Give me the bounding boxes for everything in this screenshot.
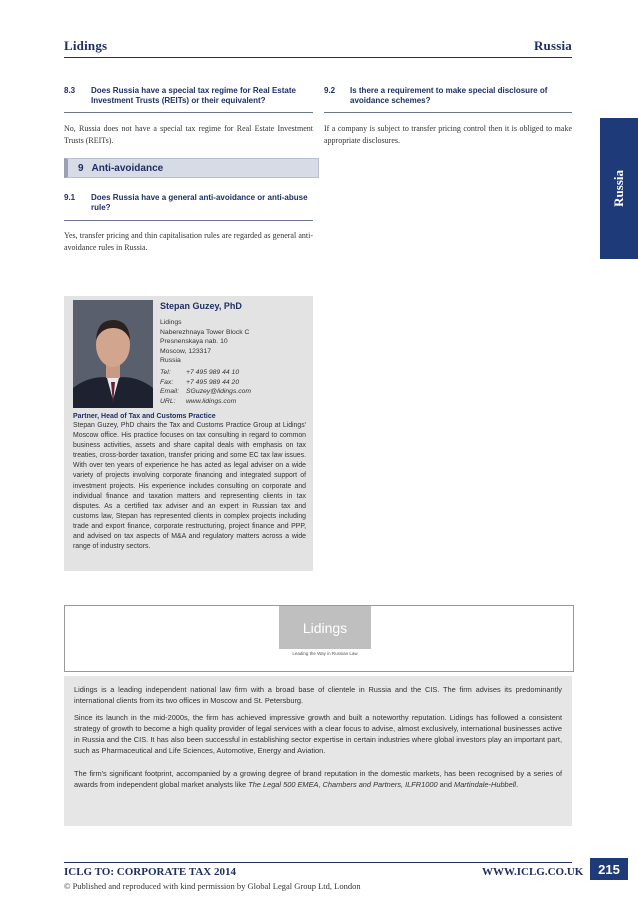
tel-label: Tel: bbox=[160, 369, 171, 376]
answer-8-3: No, Russia does not have a special tax regime for Real Estate Investment Trusts (REITs). bbox=[64, 124, 313, 145]
answer-9-2: If a company is subject to transfer pricing control then it is obliged to make appropriate disclosures. bbox=[324, 124, 572, 145]
question-divider bbox=[64, 112, 313, 113]
side-tab-label: Russia bbox=[611, 170, 626, 207]
firm-logo-text: Lidings bbox=[302, 619, 348, 636]
portrait-icon bbox=[73, 300, 153, 408]
email-link[interactable]: SGuzey@lidings.com bbox=[186, 388, 252, 395]
author-bio: Stepan Guzey, PhD chairs the Tax and Customs Practice Group at Lidings' Moscow office. His practice focuses on tax consulting in regard to common business activities, assets and share capital deals with emphasis on tax treaties, cross-border taxation, transfer pricing and some EC tax law issues. With over ten years of experience he has acted as legal adviser on a wide variety of projects involving corporate financing and integrated support of investment projects. His experience includes consulting on corporate and individual finance and taxation matters and representing clients in tax disputes. As a certified tax adviser and an expert in Russian tax and customs law, Stepan has represented clients in complex projects including trade and export finance, corporate restructuring, project finance and PPP, and advised on tax aspects of M&A and regulatory matters across a wide range of industry sectors. bbox=[73, 422, 306, 551]
question-9-2-text: Is there a requirement to make special disclosure of avoidance schemes? bbox=[350, 86, 548, 105]
question-divider bbox=[324, 112, 572, 113]
firm-p3-end: . bbox=[516, 780, 519, 789]
footer-website-link[interactable]: WWW.ICLG.CO.UK bbox=[482, 866, 584, 878]
footer-divider bbox=[64, 862, 572, 863]
address-line-2: Presnenskaya nab. 10 bbox=[160, 338, 228, 345]
fax-label: Fax: bbox=[160, 378, 174, 386]
header-divider bbox=[64, 57, 572, 58]
tel-value: +7 495 989 44 10 bbox=[186, 369, 240, 376]
firm-logo bbox=[279, 606, 371, 649]
author-firm: Lidings bbox=[160, 319, 182, 326]
section-heading-anti-avoidance bbox=[64, 158, 319, 178]
address-line-3: Moscow, 123317 bbox=[160, 347, 212, 355]
firm-paragraph-2: Since its launch in the mid-2000s, the firm has achieved impressive growth and built a noteworthy reputation. Lidings has followed a consistent strategy of growth to become a high quality provider of legal services with a clear focus to advise, almost exclusively, international businesses active in Russia and the CIS. It has also been successful in establishing sector expertise in certain industries where global investors play an important part, such as Pharmaceutical and Life Sciences, Automotive, Energy and Aviation. bbox=[74, 713, 562, 755]
author-name: Stepan Guzey, PhD bbox=[160, 301, 242, 311]
url-label: URL: bbox=[160, 397, 176, 405]
header-country: Russia bbox=[533, 38, 572, 53]
side-country-tab bbox=[600, 118, 638, 259]
fax-value: +7 495 989 44 20 bbox=[186, 378, 240, 386]
footer-copyright: © Published and reproduced with kind permission by Global Legal Group Ltd, London bbox=[64, 881, 361, 891]
firm-paragraph-1: Lidings is a leading independent national law firm with a broad base of clientele in Russia and the CIS. The firm advises its predominantly international clients from its two offices in Moscow and St. Petersburg. bbox=[74, 685, 562, 705]
question-9-1-text: Does Russia have a general anti-avoidance or anti-abuse rule? bbox=[91, 193, 308, 212]
page-number-value: 215 bbox=[598, 861, 620, 877]
author-contacts bbox=[160, 368, 310, 406]
website-link[interactable]: www.lidings.com bbox=[186, 397, 237, 405]
question-8-3-number: 8.3 bbox=[64, 86, 76, 95]
page-number bbox=[590, 858, 628, 880]
section-title: 9 Anti-avoidance bbox=[78, 162, 164, 174]
answer-9-1: Yes, transfer pricing and thin capitalisation rules are regarded as general anti-avoidance rules in Russia. bbox=[64, 231, 313, 252]
author-address bbox=[160, 318, 310, 366]
firm-p3-and: and bbox=[437, 780, 455, 789]
author-title: Partner, Head of Tax and Customs Practice bbox=[73, 413, 216, 420]
question-9-2-number: 9.2 bbox=[324, 86, 336, 95]
footer-publication: ICLG TO: CORPORATE TAX 2014 bbox=[64, 866, 236, 878]
question-8-3-text: Does Russia have a special tax regime for Real Estate Investment Trusts (REITs) or their equivalent? bbox=[91, 86, 296, 105]
email-label: Email: bbox=[160, 388, 179, 395]
question-divider bbox=[64, 220, 313, 221]
firm-p3-start: The firm's significant footprint, accompanied by a growing degree of brand reputation in the domestic markets, has been recognised by a series of awards from independent global market analysts like bbox=[74, 769, 562, 789]
header-firm-name: Lidings bbox=[64, 38, 108, 53]
firm-p3-martindale: Martindale-Hubbell bbox=[454, 780, 517, 789]
firm-paragraph-3 bbox=[74, 768, 562, 790]
firm-logo-tagline: Leading the Way in Russian Law bbox=[292, 651, 358, 656]
question-9-1-number: 9.1 bbox=[64, 193, 76, 202]
author-photo bbox=[73, 300, 153, 408]
address-line-1: Naberezhnaya Tower Block C bbox=[160, 328, 250, 336]
firm-p3-awards: The Legal 500 EMEA, Chambers and Partners, ILFR1000 bbox=[248, 780, 438, 789]
address-country: Russia bbox=[160, 357, 181, 364]
